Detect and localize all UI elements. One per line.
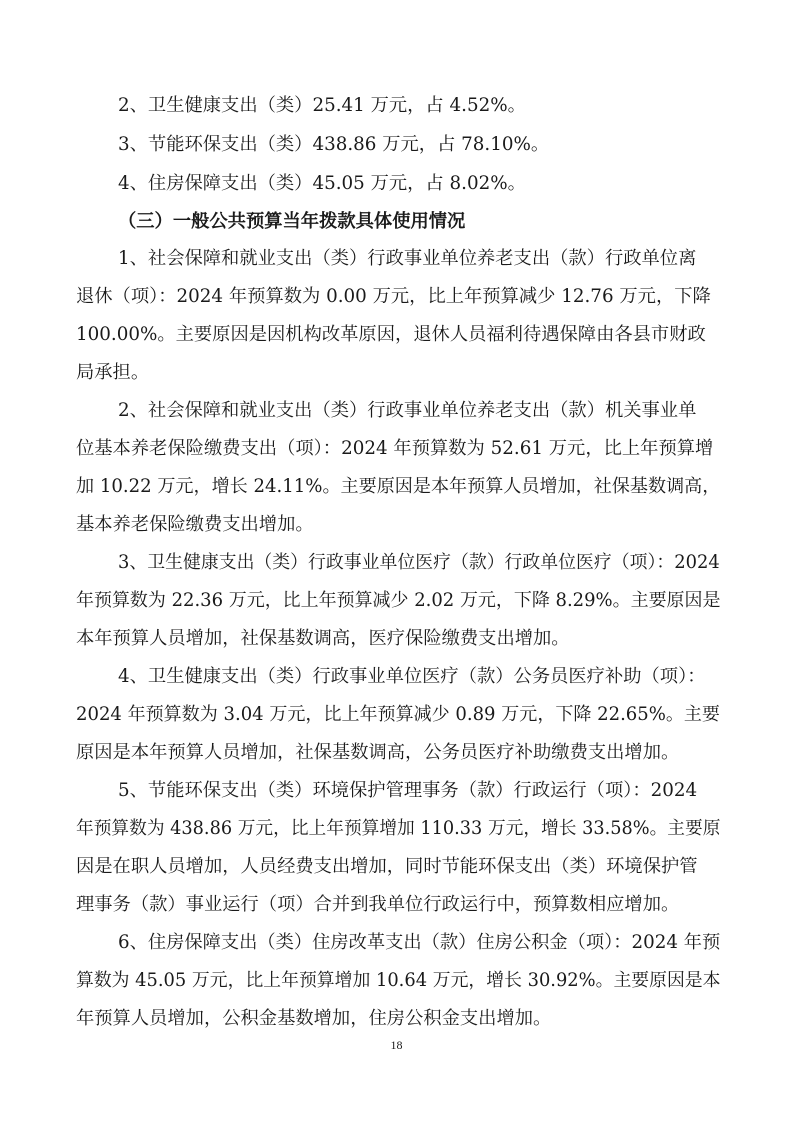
paragraph-line: 位基本养老保险缴费支出（项）：2024 年预算数为 52.61 万元，比上年预算增 [76,438,714,459]
section-heading: （三）一般公共预算当年拨款具体使用情况 [118,211,466,232]
paragraph-line: 加 10.22 万元，增长 24.11%。主要原因是本年预算人员增加，社保基数调高， [76,476,721,497]
paragraph-line: 理事务（款）事业运行（项）合并到我单位行政运行中，预算数相应增加。 [76,894,680,915]
paragraph-line: 3、卫生健康支出（类）行政事业单位医疗（款）行政单位医疗（项）：2024 [118,552,720,573]
paragraph-line: 基本养老保险缴费支出增加。 [76,514,314,535]
paragraph-line: 6、住房保障支出（类）住房改革支出（款）住房公积金（项）：2024 年预 [118,932,721,953]
paragraph-line: 因是在职人员增加，人员经费支出增加，同时节能环保支出（类）环境保护管 [76,856,698,877]
summary-line-housing: 4、住房保障支出（类）45.05 万元，占 8.02%。 [118,173,526,194]
paragraph-line: 2、社会保障和就业支出（类）行政事业单位养老支出（款）机关事业单 [118,400,697,421]
paragraph-line: 退休（项）：2024 年预算数为 0.00 万元，比上年预算减少 12.76 万元，下降 [76,286,711,307]
paragraph-line: 年预算数为 438.86 万元，比上年预算增加 110.33 万元，增长 33.58%。主要原 [76,818,721,839]
summary-line-energy: 3、节能环保支出（类）438.86 万元，占 78.10%。 [118,134,550,155]
paragraph-line: 1、社会保障和就业支出（类）行政事业单位养老支出（款）行政单位离 [118,248,697,269]
summary-line-health: 2、卫生健康支出（类）25.41 万元，占 4.52%。 [118,95,526,116]
paragraph-line: 原因是本年预算人员增加，社保基数调高，公务员医疗补助缴费支出增加。 [76,742,680,763]
paragraph-line: 100.00%。主要原因是因机构改革原因，退休人员福利待遇保障由各县市财政 [76,324,706,345]
paragraph-line: 算数为 45.05 万元，比上年预算增加 10.64 万元，增长 30.92%。主要原因是本 [76,970,721,991]
page-number: 18 [390,1038,403,1052]
paragraph-line: 年预算数为 22.36 万元，比上年预算减少 2.02 万元，下降 8.29%。主要原因是 [76,590,721,611]
paragraph-line: 局承担。 [76,362,150,383]
paragraph-line: 5、节能环保支出（类）环境保护管理事务（款）行政运行（项）：2024 [118,780,698,801]
paragraph-line: 年预算人员增加，公积金基数增加，住房公积金支出增加。 [76,1008,552,1029]
paragraph-line: 本年预算人员增加，社保基数调高，医疗保险缴费支出增加。 [76,628,570,649]
paragraph-line: 4、卫生健康支出（类）行政事业单位医疗（款）公务员医疗补助（项）： [118,666,706,687]
paragraph-line: 2024 年预算数为 3.04 万元，比上年预算减少 0.89 万元，下降 22.65%。主要 [76,704,720,725]
